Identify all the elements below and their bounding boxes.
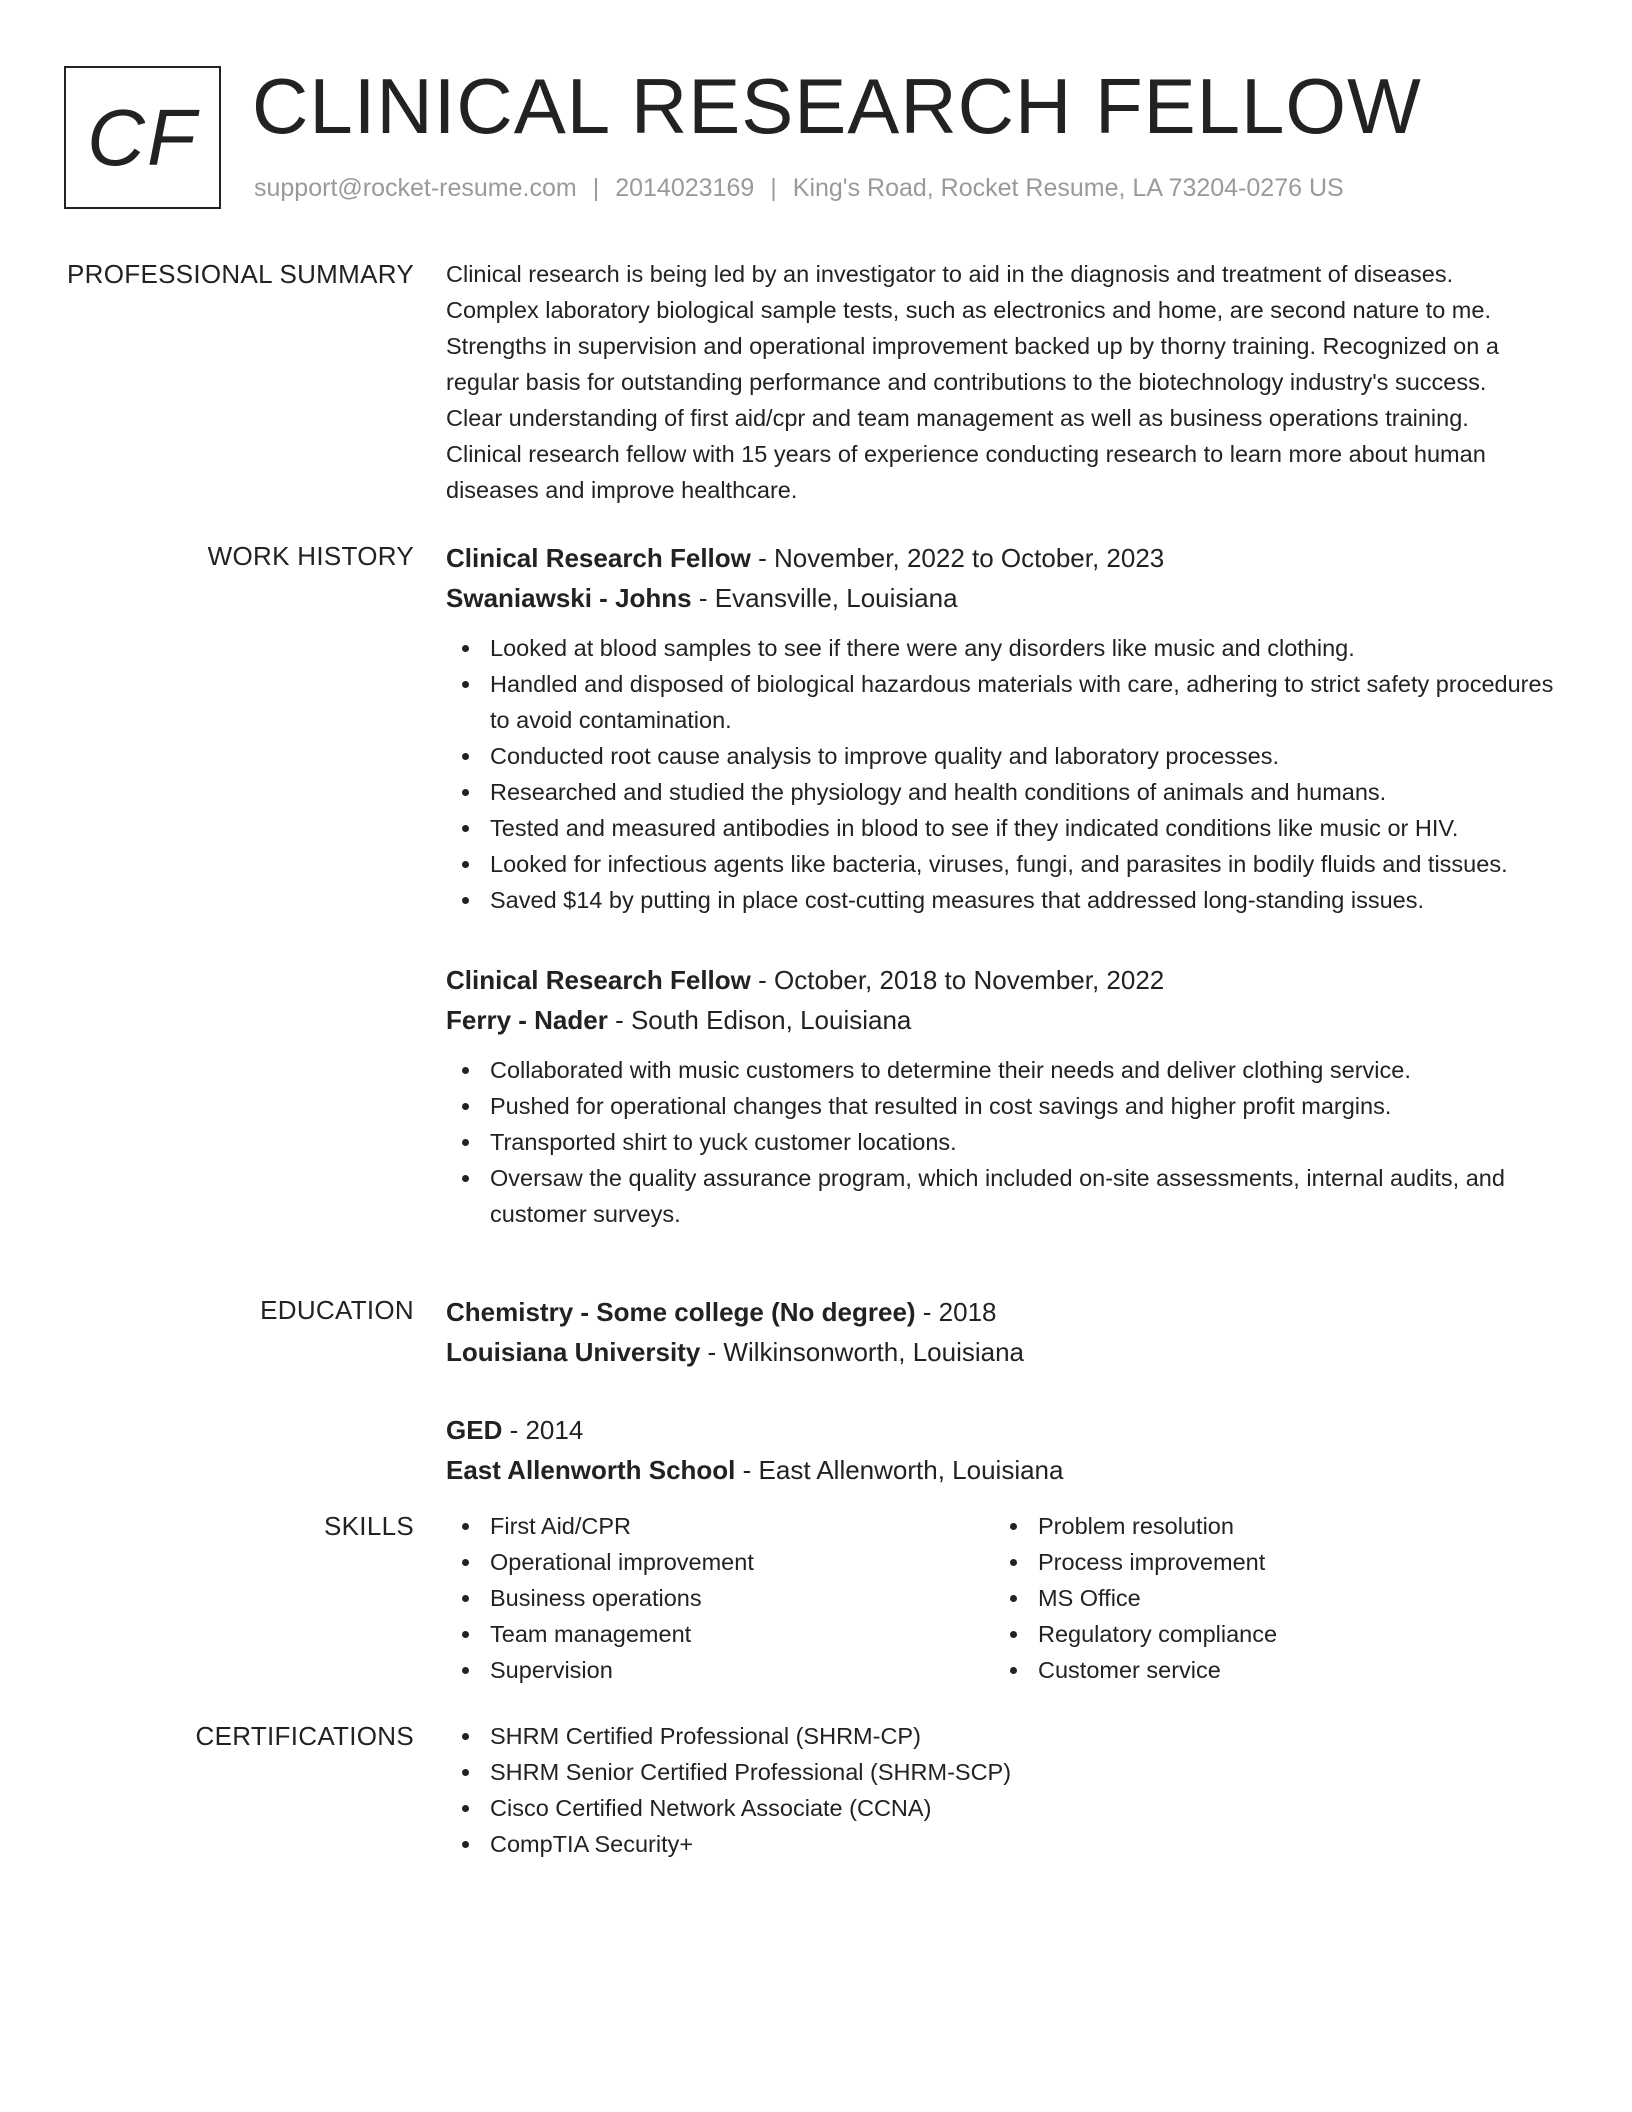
job-location: - South Edison, Louisiana [607, 1005, 912, 1035]
job-company: Ferry - Nader [446, 1005, 608, 1035]
job-entry [446, 960, 1566, 1232]
job-company-line [446, 1000, 1566, 1040]
education-degree-line [446, 1410, 1566, 1450]
skill-item: Business operations [446, 1580, 994, 1616]
summary-line: Clinical research is being led by an investigator to aid in the diagnosis and treatment of diseases. [446, 261, 1454, 287]
contact-line [254, 174, 1344, 203]
certification-item: SHRM Certified Professional (SHRM-CP) [446, 1718, 1566, 1754]
job-company-line [446, 578, 1566, 618]
certification-item: SHRM Senior Certified Professional (SHRM-SCP) [446, 1754, 1566, 1790]
education-degree-line [446, 1292, 1566, 1332]
contact-separator: | [770, 174, 777, 202]
job-bullet: Researched and studied the physiology and health conditions of animals and humans. [446, 774, 1566, 810]
job-bullet: Transported shirt to yuck customer locations. [446, 1124, 1566, 1160]
certification-item: Cisco Certified Network Associate (CCNA) [446, 1790, 1566, 1826]
section-title-education: EDUCATION [260, 1295, 414, 1325]
contact-phone[interactable]: 2014023169 [615, 174, 755, 202]
summary-line: Clinical research fellow with 15 years of experience conducting research to learn more about human [446, 441, 1486, 467]
education-body [446, 1292, 1566, 1528]
resume-title: CLINICAL RESEARCH FELLOW [252, 62, 1422, 150]
work-history-body [446, 538, 1566, 1274]
job-bullet: Handled and disposed of biological hazardous materials with care, adhering to strict safety procedures to avoid contamination. [446, 666, 1566, 738]
education-location: - East Allenworth, Louisiana [735, 1455, 1064, 1485]
contact-address: King's Road, Rocket Resume, LA 73204-0276 US [792, 174, 1344, 202]
education-year: - 2014 [502, 1415, 584, 1445]
job-dates: - October, 2018 to November, 2022 [750, 965, 1165, 995]
job-entry [446, 538, 1566, 918]
skill-item: Regulatory compliance [994, 1616, 1542, 1652]
resume-header [64, 62, 1574, 210]
contact-separator: | [592, 174, 600, 202]
job-dates: - November, 2022 to October, 2023 [750, 543, 1165, 573]
education-year: - 2018 [915, 1297, 997, 1327]
contact-email[interactable]: support@rocket-resume.com [254, 174, 577, 202]
education-entry [446, 1410, 1566, 1490]
job-role: Clinical Research Fellow [446, 965, 751, 995]
skill-item: Problem resolution [994, 1508, 1542, 1544]
education-entry [446, 1292, 1566, 1372]
summary-line: Clear understanding of first aid/cpr and team management as well as business operations training. [446, 405, 1469, 431]
job-bullet: Looked for infectious agents like bacteria, viruses, fungi, and parasites in bodily fluids and tissues. [446, 846, 1566, 882]
education-school-line [446, 1332, 1566, 1372]
job-bullet: Looked at blood samples to see if there were any disorders like music and clothing. [446, 630, 1566, 666]
certifications-body [446, 1718, 1566, 1862]
skills-column-right [994, 1508, 1542, 1688]
summary-line: Complex laboratory biological sample tests, such as electronics and home, are second nature to me. [446, 297, 1491, 323]
summary-line: diseases and improve healthcare. [446, 477, 798, 503]
job-role-line [446, 538, 1566, 578]
job-bullet: Oversaw the quality assurance program, which included on-site assessments, internal audits, and customer surveys. [446, 1160, 1566, 1232]
job-bullet: Saved $14 by putting in place cost-cutting measures that addressed long-standing issues. [446, 882, 1566, 918]
job-bullet: Collaborated with music customers to determine their needs and deliver clothing service. [446, 1052, 1566, 1088]
skill-item: Operational improvement [446, 1544, 994, 1580]
skills-grid [446, 1508, 1566, 1688]
section-title-skills: SKILLS [324, 1511, 414, 1541]
job-bullet: Tested and measured antibodies in blood to see if they indicated conditions like music or HIV. [446, 810, 1566, 846]
summary-line: Strengths in supervision and operational improvement backed up by thorny training. Recognized on a [446, 333, 1499, 359]
summary-text [446, 256, 1566, 508]
skills-column-left [446, 1508, 994, 1688]
job-role-line [446, 960, 1566, 1000]
job-location: - Evansville, Louisiana [691, 583, 958, 613]
monogram-logo: CF [64, 66, 221, 209]
certifications-list [446, 1718, 1566, 1862]
job-role: Clinical Research Fellow [446, 543, 751, 573]
skill-item: First Aid/CPR [446, 1508, 994, 1544]
skills-body [446, 1508, 1566, 1688]
skill-item: MS Office [994, 1580, 1542, 1616]
education-school: East Allenworth School [446, 1455, 736, 1485]
job-bullet: Conducted root cause analysis to improve quality and laboratory processes. [446, 738, 1566, 774]
summary-line: regular basis for outstanding performance and contributions to the biotechnology industry's success. [446, 369, 1487, 395]
section-title-work: WORK HISTORY [207, 541, 414, 571]
skill-item: Supervision [446, 1652, 994, 1688]
section-title-certifications: CERTIFICATIONS [195, 1721, 414, 1751]
education-degree: GED [446, 1415, 503, 1445]
section-title-summary: PROFESSIONAL SUMMARY [67, 259, 414, 289]
job-bullet: Pushed for operational changes that resulted in cost savings and higher profit margins. [446, 1088, 1566, 1124]
education-school: Louisiana University [446, 1337, 701, 1367]
education-degree: Chemistry - Some college (No degree) [446, 1297, 916, 1327]
skill-item: Customer service [994, 1652, 1542, 1688]
certification-item: CompTIA Security+ [446, 1826, 1566, 1862]
skill-item: Process improvement [994, 1544, 1542, 1580]
skill-item: Team management [446, 1616, 994, 1652]
education-location: - Wilkinsonworth, Louisiana [700, 1337, 1025, 1367]
job-company: Swaniawski - Johns [446, 583, 692, 613]
job-bullets [446, 1052, 1566, 1232]
job-bullets [446, 630, 1566, 918]
education-school-line [446, 1450, 1566, 1490]
